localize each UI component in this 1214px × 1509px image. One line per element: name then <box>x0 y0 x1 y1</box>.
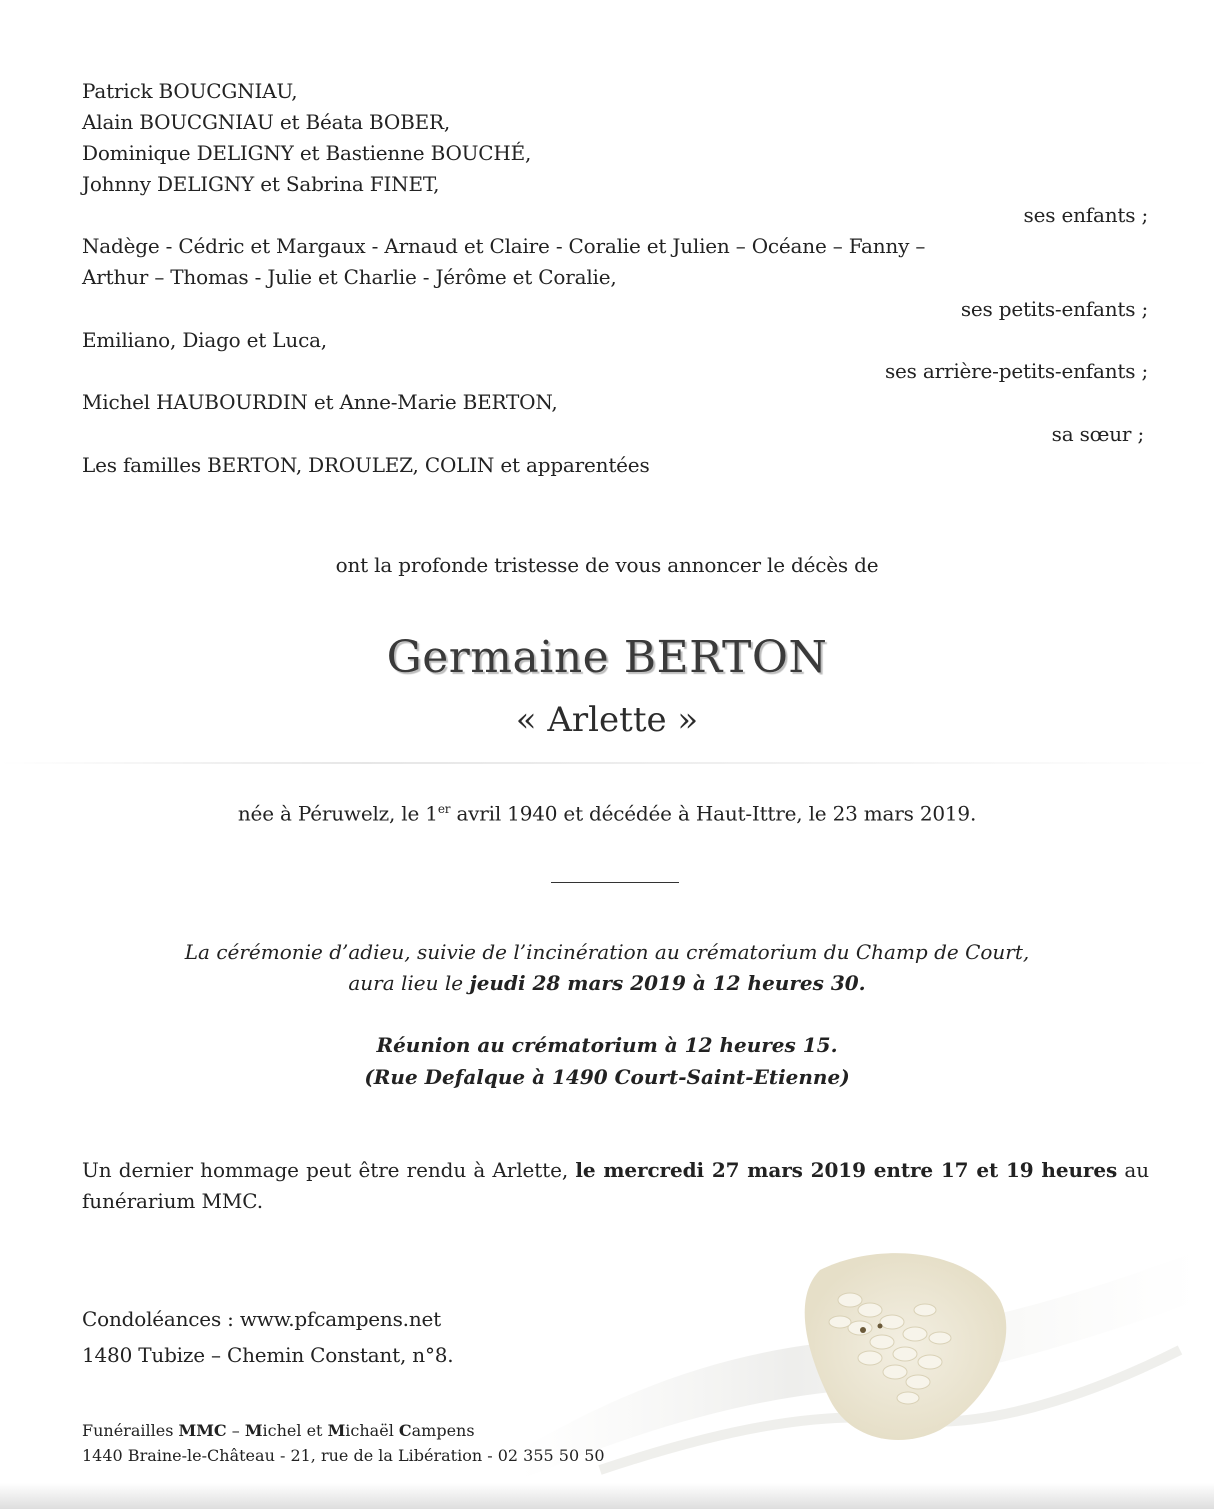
tribute-text: Un dernier hommage peut être rendu à Arlette, <box>82 1158 576 1182</box>
child-line-2: Alain BOUCGNIAU et Béata BOBER, <box>82 110 451 134</box>
ceremony-line-2 <box>0 968 1214 999</box>
funeral-home-name <box>82 1418 475 1443</box>
footer-part-3: – <box>226 1421 245 1440</box>
footer-part-2: MMC <box>178 1421 227 1440</box>
fold-line <box>0 762 1214 764</box>
announcement-text: ont la profonde tristesse de vous annoncer le décès de <box>335 553 879 577</box>
grandchildren-label: ses petits-enfants ; <box>960 297 1148 321</box>
tribute-paragraph <box>82 1155 1149 1217</box>
condolences-line: Condoléances : www.pfcampens.net <box>82 1307 441 1331</box>
footer-part-4: M <box>244 1421 263 1440</box>
deceased-nickname: « Arlette » <box>515 700 699 740</box>
footer-part-6: M <box>327 1421 346 1440</box>
footer-part-5: ichel et <box>262 1421 328 1440</box>
great-grandchildren: Emiliano, Diago et Luca, <box>82 328 327 352</box>
meeting-address-line <box>0 1062 1214 1093</box>
ceremony-line-1: La cérémonie d’adieu, suivie de l’incinération au crématorium du Champ de Court, <box>184 940 1030 964</box>
funeral-home-address: 1440 Braine-le-Château - 21, rue de la Libération - 02 355 50 50 <box>82 1446 605 1465</box>
meeting-line <box>0 1030 1214 1061</box>
child-line-3: Dominique DELIGNY et Bastienne BOUCHÉ, <box>82 141 532 165</box>
child-line-4: Johnny DELIGNY et Sabrina FINET, <box>82 172 440 196</box>
meeting-text: Réunion au crématorium à 12 heures 15. <box>376 1033 838 1057</box>
footer-part-8: C <box>398 1421 412 1440</box>
sister-line: Michel HAUBOURDIN et Anne-Marie BERTON, <box>82 390 558 414</box>
birth-death-line <box>0 794 1214 830</box>
tribute-place: au funérarium MMC. <box>82 1158 1149 1213</box>
sister-label: sa sœur ; <box>1051 422 1144 446</box>
children-label: ses enfants ; <box>1023 203 1148 227</box>
death-text: avril 1940 et décédée à Haut-Ittre, le 23 mars 2019. <box>450 801 977 826</box>
footer-part-7: ichaël <box>345 1421 399 1440</box>
grandchildren-line-1: Nadège - Cédric et Margaux - Arnaud et Claire - Coralie et Julien – Océane – Fanny – <box>82 234 926 258</box>
birth-text: née à Péruwelz, le 1 <box>237 801 438 826</box>
meeting-address: (Rue Defalque à 1490 Court-Saint-Etienne) <box>364 1065 850 1089</box>
child-line-1: Patrick BOUCGNIAU, <box>82 79 298 103</box>
families-line: Les familles BERTON, DROULEZ, COLIN et apparentées <box>82 453 650 477</box>
contact-address: 1480 Tubize – Chemin Constant, n°8. <box>82 1343 454 1367</box>
grandchildren-line-2: Arthur – Thomas - Julie et Charlie - Jérôme et Coralie, <box>82 265 617 289</box>
great-grandchildren-label: ses arrière-petits-enfants ; <box>884 359 1148 383</box>
footer-part-1: Funérailles <box>82 1421 179 1440</box>
scan-edge-shadow <box>0 1483 1214 1509</box>
deceased-name: Germaine BERTON <box>386 632 828 683</box>
flower-bouquet-image <box>520 1230 1200 1490</box>
ceremony-line-2-text: aura lieu le <box>348 971 470 995</box>
separator-line <box>551 882 679 883</box>
ceremony-date: jeudi 28 mars 2019 à 12 heures 30. <box>469 971 866 995</box>
footer-part-9: ampens <box>411 1421 475 1440</box>
tribute-date: le mercredi 27 mars 2019 entre 17 et 19 heures <box>575 1158 1118 1182</box>
birth-ordinal: er <box>437 802 451 816</box>
